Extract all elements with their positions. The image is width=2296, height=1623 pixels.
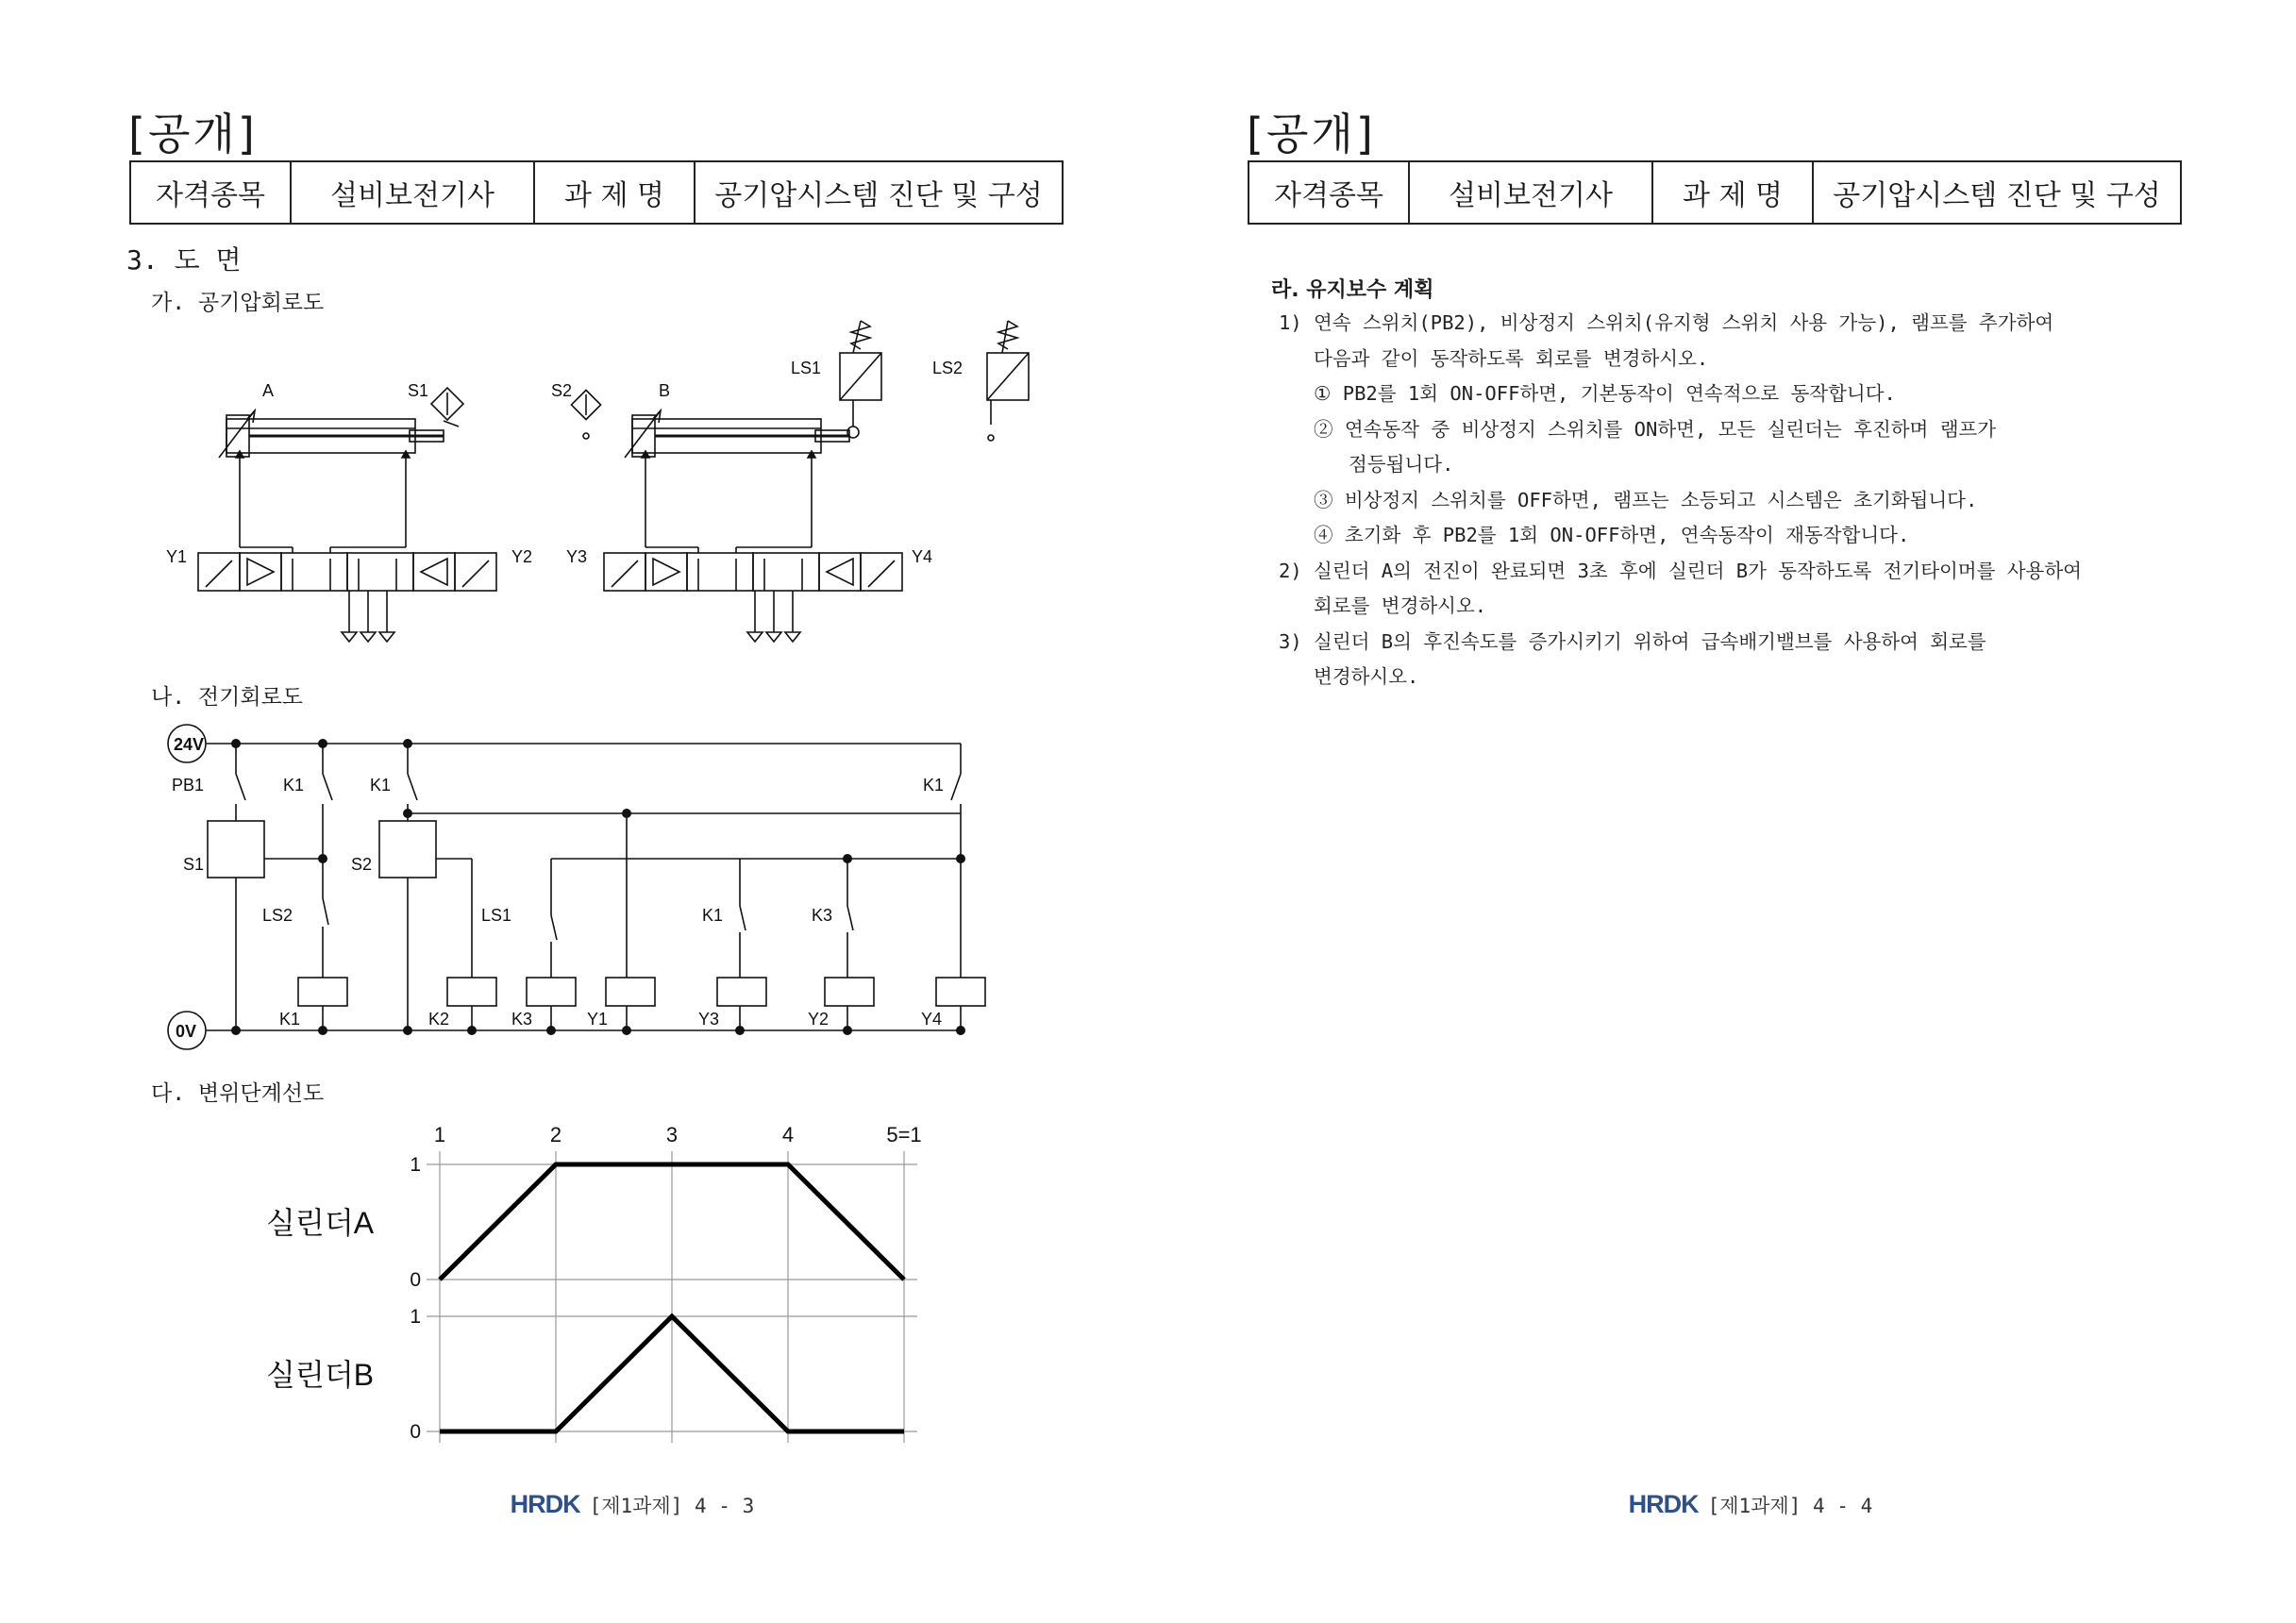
label-k1-contact-2: K1 — [370, 776, 392, 795]
plan-line: 변경하시오. — [1279, 665, 1419, 688]
plan-line: ④ 초기화 후 PB2를 1회 ON-OFF하면, 연속동작이 재동작합니다. — [1279, 524, 1910, 546]
label-24v: 24V — [174, 735, 205, 754]
subsection-displacement: 다. 변위단계선도 — [151, 1081, 325, 1106]
plan-line: 2) 실린더 A의 전진이 완료되면 3초 후에 실린더 B가 동작하도록 전기타이머를 사용하여 — [1279, 559, 2082, 582]
plan-line: 회로를 변경하시오. — [1279, 594, 1487, 617]
header-task-label: 과 제 명 — [1652, 161, 1813, 224]
y-tick-label: 1 — [410, 1154, 421, 1176]
label-k3-contact: K3 — [812, 906, 833, 925]
hrdk-logo: HRDK — [1628, 1490, 1699, 1518]
header-task-value: 공기압시스템 진단 및 구성 — [1813, 161, 2181, 224]
header-field-value: 설비보전기사 — [1409, 161, 1652, 224]
displacement-step-diagram — [0, 1113, 1148, 1472]
maintenance-plan-title: 라. 유지보수 계획 — [1271, 278, 1434, 302]
label-pb1: PB1 — [172, 776, 205, 795]
header-field-value: 설비보전기사 — [291, 161, 534, 224]
series-label: 실린더B — [266, 1358, 375, 1392]
x-tick-label: 4 — [781, 1123, 795, 1146]
y-tick-label: 1 — [410, 1306, 421, 1328]
section-title: 3. 도 면 — [126, 244, 242, 276]
label-k1-contact-3: K1 — [702, 906, 724, 925]
y-tick-label: 0 — [410, 1421, 421, 1443]
plan-line: 3) 실린더 B의 후진속도를 증가시키기 위하여 급속배기밸브를 사용하여 회로를 — [1279, 629, 1986, 653]
plan-line: 1) 연속 스위치(PB2), 비상정지 스위치(유지형 스위치 사용 가능), 램프를 추가하여 — [1279, 311, 2054, 334]
label-coil-y3: Y3 — [698, 1010, 720, 1029]
right-page — [1148, 0, 2296, 1623]
header-table — [1248, 160, 2182, 225]
header-task-value: 공기압시스템 진단 및 구성 — [695, 161, 1063, 224]
label-s1: S1 — [408, 381, 429, 400]
public-label: [공개] — [1247, 109, 1376, 159]
header-table — [129, 160, 1064, 225]
y-tick-label: 0 — [410, 1269, 421, 1291]
label-coil-y1: Y1 — [587, 1010, 609, 1029]
page-footer — [1581, 1467, 1872, 1542]
page-footer — [462, 1467, 754, 1542]
label-coil-y4: Y4 — [921, 1010, 943, 1029]
label-k1-contact-4: K1 — [923, 776, 945, 795]
label-coil-k1: K1 — [279, 1010, 301, 1029]
x-tick-label: 2 — [549, 1123, 562, 1146]
page-number: [제1과제] 4 - 4 — [1707, 1495, 1873, 1517]
label-cylinder-b: B — [659, 381, 671, 400]
subsection-pneumatic: 가. 공기압회로도 — [151, 291, 325, 315]
label-y1: Y1 — [166, 547, 188, 566]
pneumatic-circuit-diagram — [160, 321, 1029, 651]
x-tick-label: 5=1 — [886, 1123, 922, 1146]
label-ls2: LS2 — [932, 359, 964, 377]
label-cylinder-a: A — [262, 381, 275, 400]
label-y4: Y4 — [912, 547, 933, 566]
label-k1-contact-1: K1 — [283, 776, 305, 795]
electrical-circuit-diagram — [160, 717, 1029, 1057]
subsection-electrical: 나. 전기회로도 — [151, 685, 304, 710]
header-field-label: 자격종목 — [130, 161, 291, 224]
plan-line: ③ 비상정지 스위치를 OFF하면, 램프는 소등되고 시스템은 초기화됩니다. — [1279, 488, 1978, 511]
plan-line: 다음과 같이 동작하도록 회로를 변경하시오. — [1279, 346, 1709, 370]
label-coil-k3: K3 — [511, 1010, 533, 1029]
hrdk-logo: HRDK — [510, 1490, 580, 1518]
series-label: 실린더A — [266, 1206, 375, 1240]
label-ls1: LS1 — [481, 906, 512, 925]
x-tick-label: 1 — [433, 1123, 446, 1146]
label-s1-coil: S1 — [183, 855, 205, 874]
page-number: [제1과제] 4 - 3 — [589, 1495, 755, 1517]
label-y3: Y3 — [566, 547, 588, 566]
plan-line: ① PB2를 1회 ON-OFF하면, 기본동작이 연속적으로 동작합니다. — [1279, 382, 1896, 405]
public-label: [공개] — [128, 109, 258, 159]
label-s2-coil: S2 — [351, 855, 373, 874]
plan-line: 점등됩니다. — [1279, 453, 1454, 476]
header-field-label: 자격종목 — [1249, 161, 1409, 224]
label-coil-y2: Y2 — [808, 1010, 830, 1029]
header-task-label: 과 제 명 — [534, 161, 695, 224]
label-0v: 0V — [176, 1022, 197, 1041]
label-ls2: LS2 — [262, 906, 293, 925]
x-tick-label: 3 — [665, 1123, 679, 1146]
label-s2: S2 — [551, 381, 573, 400]
label-y2: Y2 — [511, 547, 533, 566]
label-ls1: LS1 — [791, 359, 822, 377]
label-coil-k2: K2 — [428, 1010, 450, 1029]
plan-line: ② 연속동작 중 비상정지 스위치를 ON하면, 모든 실린더는 후진하며 램프가 — [1279, 417, 1997, 441]
